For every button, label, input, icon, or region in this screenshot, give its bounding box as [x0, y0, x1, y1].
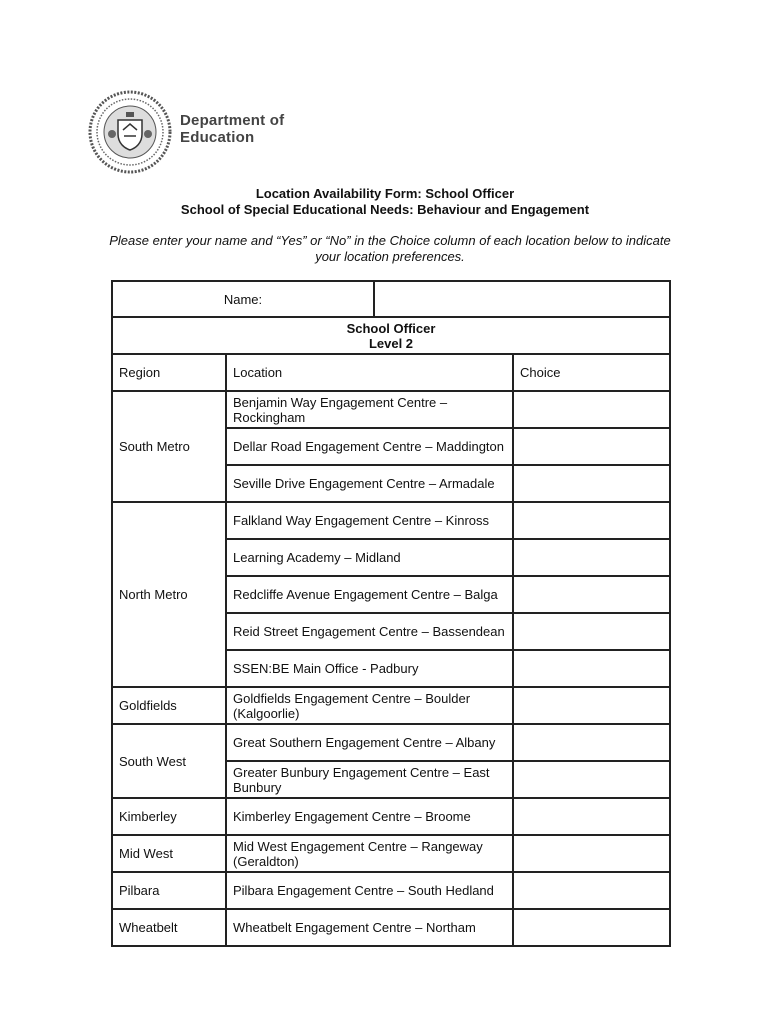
location-cell: Falkland Way Engagement Centre – Kinross: [226, 502, 513, 539]
location-cell: Learning Academy – Midland: [226, 539, 513, 576]
location-cell: Goldfields Engagement Centre – Boulder (Kalgoorlie): [226, 687, 513, 724]
logo-line-1: Department of: [180, 112, 285, 129]
choice-field[interactable]: [513, 761, 670, 798]
location-cell: Pilbara Engagement Centre – South Hedland: [226, 872, 513, 909]
table-row: [112, 872, 670, 909]
location-cell: Redcliffe Avenue Engagement Centre – Balga: [226, 576, 513, 613]
choice-header: Choice: [513, 354, 670, 391]
location-header: Location: [226, 354, 513, 391]
location-cell: SSEN:BE Main Office - Padbury: [226, 650, 513, 687]
choice-field[interactable]: [513, 909, 670, 946]
region-cell: Wheatbelt: [112, 909, 226, 946]
logo-line-2: Education: [180, 129, 255, 146]
choice-field[interactable]: [513, 687, 670, 724]
department-logo: [88, 90, 298, 174]
location-cell: Reid Street Engagement Centre – Bassendean: [226, 613, 513, 650]
region-cell: North Metro: [112, 502, 226, 687]
table-row: [112, 909, 670, 946]
table-row: [112, 687, 670, 724]
region-cell: Kimberley: [112, 798, 226, 835]
position-title: School Officer: [346, 320, 436, 336]
table-row: [112, 835, 670, 872]
location-cell: Greater Bunbury Engagement Centre – East Bunbury: [226, 761, 513, 798]
region-header: Region: [112, 354, 226, 391]
region-cell: Pilbara: [112, 872, 226, 909]
table-row: [112, 391, 670, 428]
region-cell: South West: [112, 724, 226, 798]
choice-field[interactable]: [513, 613, 670, 650]
form-title: Location Availability Form: School Officer: [255, 186, 515, 201]
name-row: [112, 281, 670, 317]
choice-field[interactable]: [513, 798, 670, 835]
choice-field[interactable]: [513, 465, 670, 502]
choice-field[interactable]: [513, 428, 670, 465]
choice-field[interactable]: [513, 650, 670, 687]
location-availability-table: [111, 280, 671, 947]
location-cell: Great Southern Engagement Centre – Albany: [226, 724, 513, 761]
header-row: [112, 354, 670, 391]
table-row: [112, 798, 670, 835]
form-subtitle: School of Special Educational Needs: Behaviour and Engagement: [180, 202, 590, 217]
choice-field[interactable]: [513, 872, 670, 909]
position-cell: [112, 317, 670, 354]
choice-field[interactable]: [513, 502, 670, 539]
name-field[interactable]: [374, 281, 670, 317]
table-row: [112, 502, 670, 539]
region-cell: South Metro: [112, 391, 226, 502]
location-cell: Mid West Engagement Centre – Rangeway (Geraldton): [226, 835, 513, 872]
location-cell: Kimberley Engagement Centre – Broome: [226, 798, 513, 835]
choice-field[interactable]: [513, 539, 670, 576]
state-seal-icon: [88, 90, 172, 174]
location-cell: Seville Drive Engagement Centre – Armadale: [226, 465, 513, 502]
location-cell: Dellar Road Engagement Centre – Maddington: [226, 428, 513, 465]
location-cell: Benjamin Way Engagement Centre – Rockingham: [226, 391, 513, 428]
name-label: Name:: [112, 281, 374, 317]
location-cell: Wheatbelt Engagement Centre – Northam: [226, 909, 513, 946]
region-cell: Mid West: [112, 835, 226, 872]
choice-field[interactable]: [513, 835, 670, 872]
region-cell: Goldfields: [112, 687, 226, 724]
choice-field[interactable]: [513, 391, 670, 428]
table-row: [112, 724, 670, 761]
position-level: Level 2: [368, 335, 414, 351]
choice-field[interactable]: [513, 576, 670, 613]
position-row: [112, 317, 670, 354]
instructions-text: Please enter your name and “Yes” or “No” in the Choice column of each location below to indicate your location preferences.: [109, 233, 671, 264]
choice-field[interactable]: [513, 724, 670, 761]
